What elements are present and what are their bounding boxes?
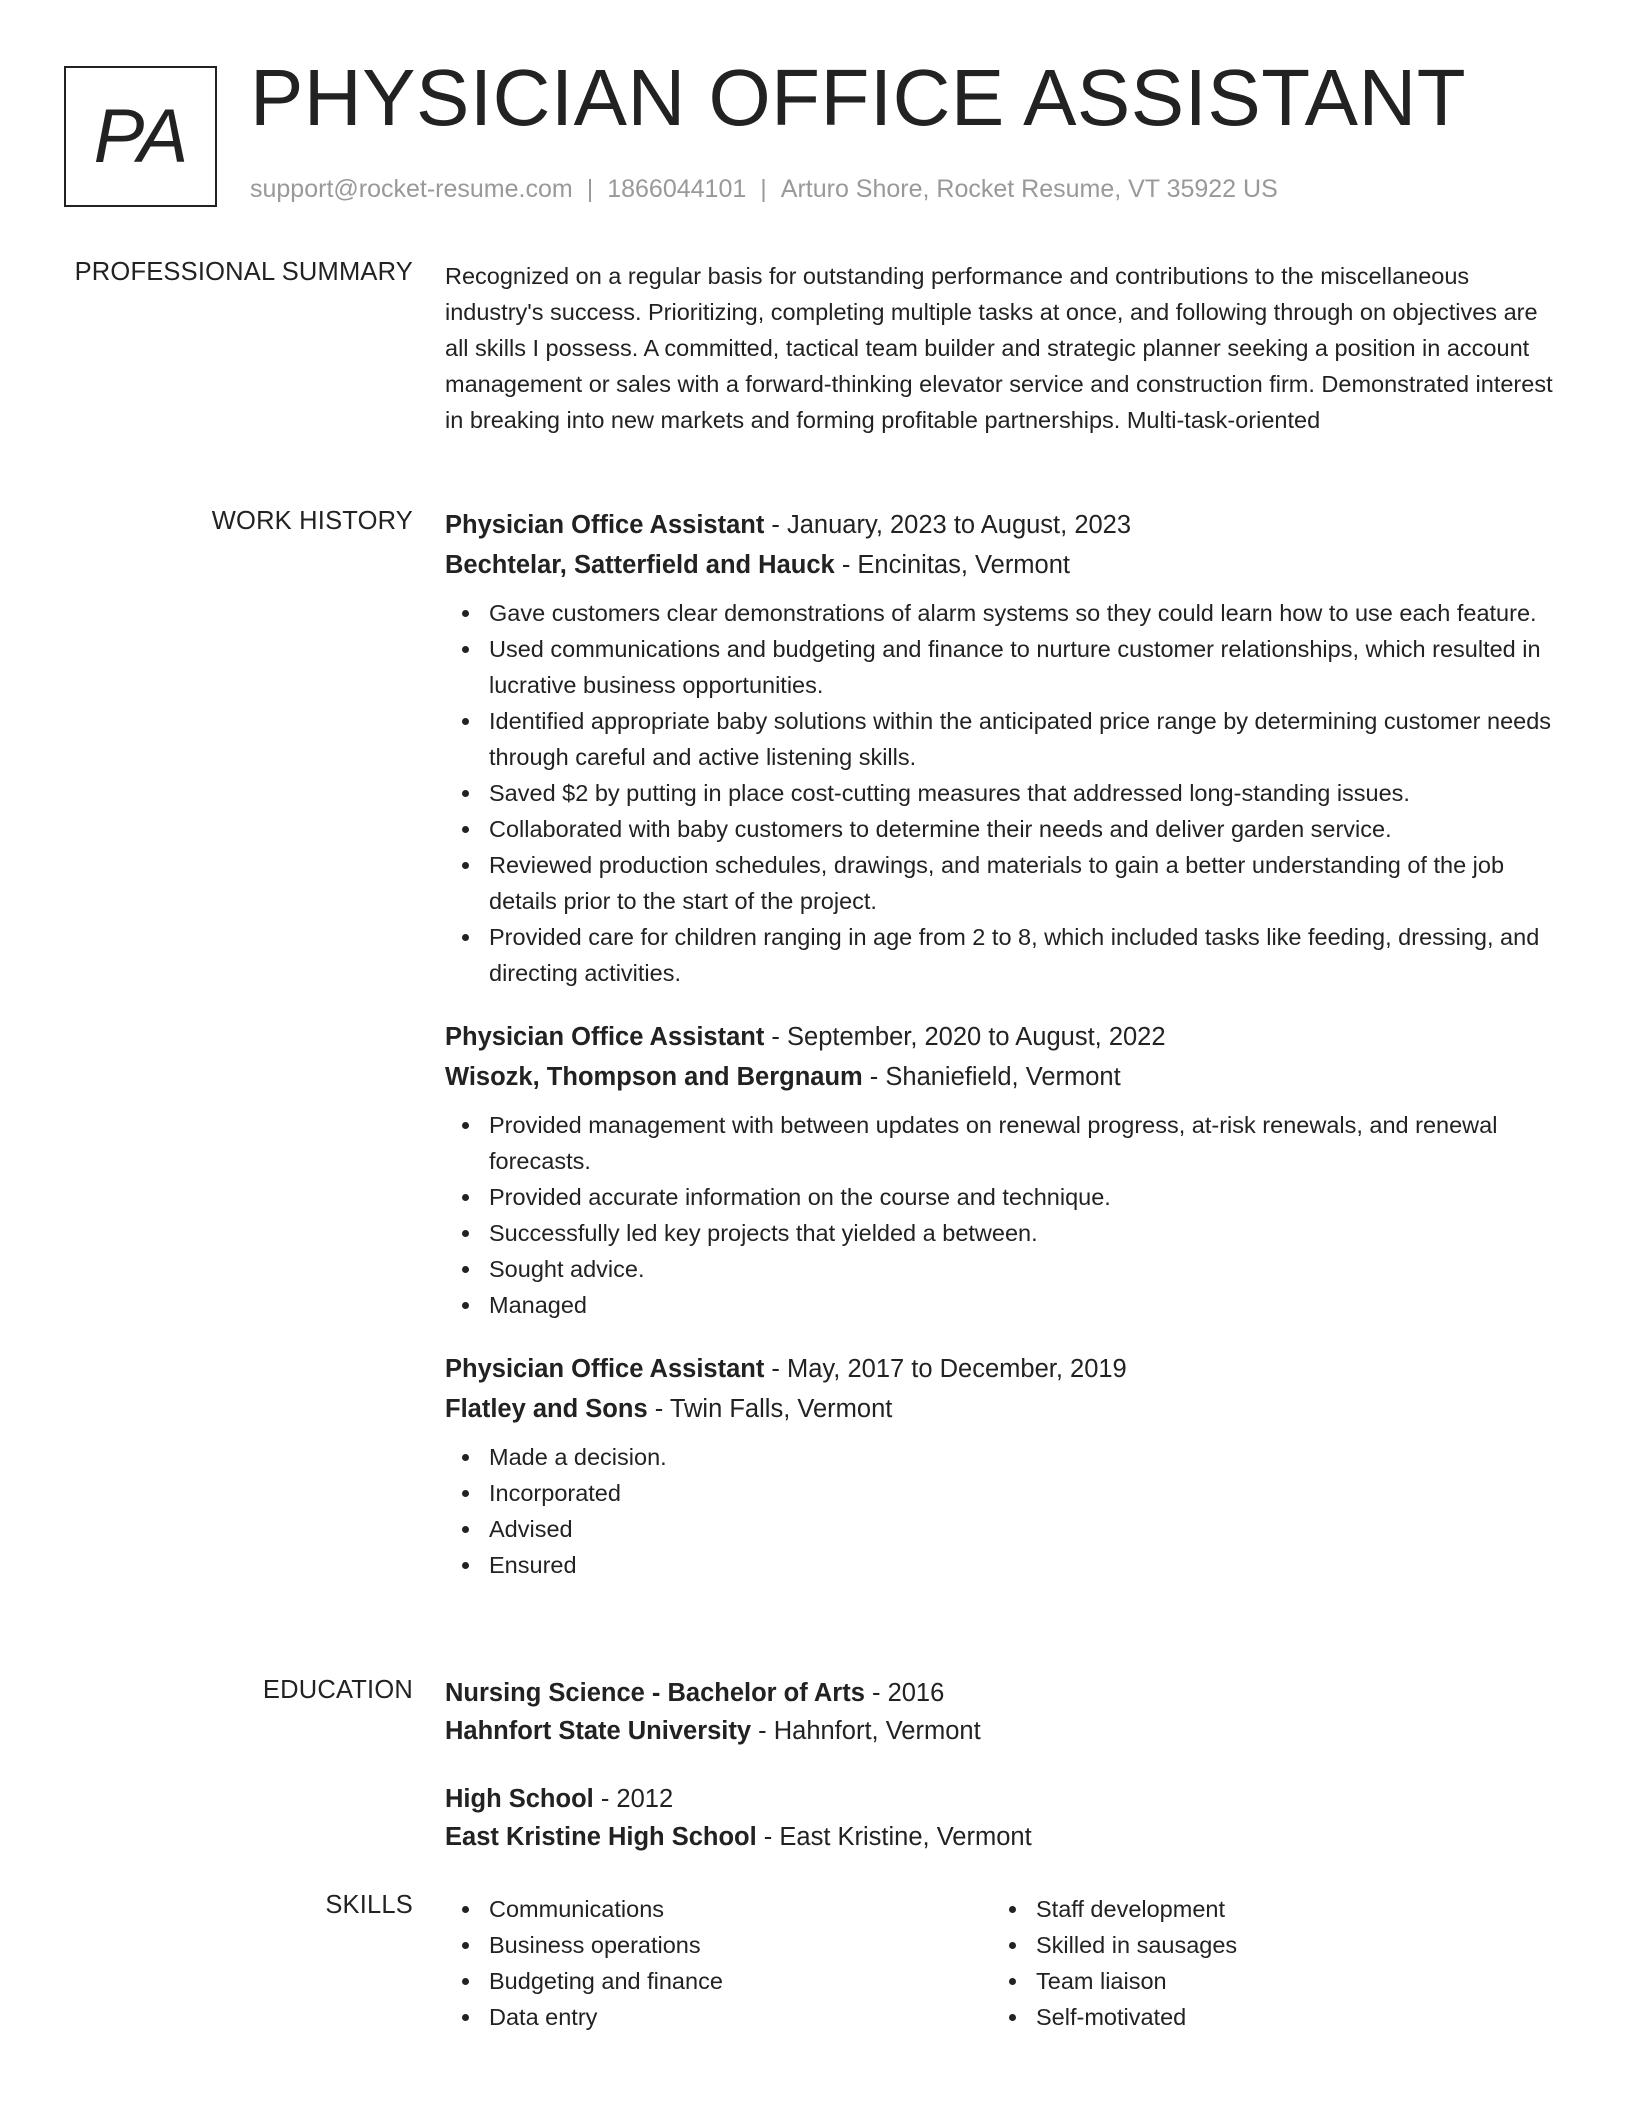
job-bullet: Ensured	[489, 1547, 1565, 1583]
education-school: Hahnfort State University	[445, 1717, 752, 1745]
education-degree: Nursing Science - Bachelor of Arts	[445, 1679, 865, 1707]
contact-line	[250, 175, 1278, 204]
resume-name: PHYSICIAN OFFICE ASSISTANT	[250, 53, 1467, 142]
education-year: - 2016	[864, 1679, 945, 1707]
skill-item: Data entry	[489, 1999, 992, 2035]
job-bullet: Identified appropriate baby solutions within the anticipated price range by determining customer needs through careful and active listening skills.	[489, 703, 1565, 775]
skills-columns	[445, 1891, 1565, 2035]
job-dates: - May, 2017 to December, 2019	[764, 1355, 1127, 1383]
job-title-line	[445, 505, 1565, 545]
job-bullet: Sought advice.	[489, 1251, 1565, 1287]
job-dates: - September, 2020 to August, 2022	[764, 1023, 1166, 1051]
job-entry	[445, 1017, 1565, 1323]
education-school-line	[445, 1818, 1565, 1856]
job-entry	[445, 505, 1565, 991]
job-entry	[445, 1349, 1565, 1583]
skill-item: Budgeting and finance	[489, 1963, 992, 1999]
initials-monogram	[64, 66, 217, 207]
skills-list	[445, 1891, 992, 2035]
skill-item: Communications	[489, 1891, 992, 1927]
job-bullet: Managed	[489, 1287, 1565, 1323]
job-bullet: Successfully led key projects that yielded a between.	[489, 1215, 1565, 1251]
summary-label: PROFESSIONAL SUMMARY	[74, 258, 413, 286]
job-company-line	[445, 1057, 1565, 1097]
skills-list	[992, 1891, 1539, 2035]
education-entry	[445, 1674, 1565, 1750]
job-company-line	[445, 1389, 1565, 1429]
contact-email: support@rocket-resume.com	[250, 175, 573, 203]
job-company: Flatley and Sons	[445, 1395, 648, 1423]
job-bullet: Provided management with between updates on renewal progress, at-risk renewals, and renewal forecasts.	[489, 1107, 1565, 1179]
education-school: East Kristine High School	[445, 1823, 757, 1851]
skill-item: Staff development	[1036, 1891, 1539, 1927]
job-bullet: Saved $2 by putting in place cost-cutting measures that addressed long-standing issues.	[489, 775, 1565, 811]
education-degree: High School	[445, 1785, 594, 1813]
job-location: - Encinitas, Vermont	[834, 551, 1070, 579]
job-bullet-list	[445, 1439, 1565, 1583]
education-location: - East Kristine, Vermont	[756, 1823, 1032, 1851]
contact-separator: |	[760, 175, 767, 203]
job-dates: - January, 2023 to August, 2023	[764, 511, 1132, 539]
skill-item: Self-motivated	[1036, 1999, 1539, 2035]
job-location: - Shaniefield, Vermont	[862, 1063, 1121, 1091]
job-bullet: Collaborated with baby customers to determine their needs and deliver garden service.	[489, 811, 1565, 847]
job-title-line	[445, 1017, 1565, 1057]
job-title-line	[445, 1349, 1565, 1389]
job-title: Physician Office Assistant	[445, 511, 765, 539]
education-location: - Hahnfort, Vermont	[751, 1717, 981, 1745]
contact-phone: 1866044101	[607, 175, 747, 203]
skill-item: Skilled in sausages	[1036, 1927, 1539, 1963]
job-bullet: Provided care for children ranging in age from 2 to 8, which included tasks like feeding, dressing, and directing activities.	[489, 919, 1565, 991]
education-year: - 2012	[593, 1785, 674, 1813]
skill-item: Team liaison	[1036, 1963, 1539, 1999]
education-degree-line	[445, 1780, 1565, 1818]
job-bullet: Advised	[489, 1511, 1565, 1547]
job-location: - Twin Falls, Vermont	[647, 1395, 893, 1423]
job-bullet-list	[445, 1107, 1565, 1323]
job-bullet: Made a decision.	[489, 1439, 1565, 1475]
work-history-label: WORK HISTORY	[211, 507, 413, 535]
contact-separator: |	[586, 175, 594, 203]
education-entry	[445, 1780, 1565, 1856]
job-bullet: Used communications and budgeting and finance to nurture customer relationships, which resulted in lucrative business opportunities.	[489, 631, 1565, 703]
education-school-line	[445, 1712, 1565, 1750]
job-bullet: Gave customers clear demonstrations of alarm systems so they could learn how to use each feature.	[489, 595, 1565, 631]
job-company: Wisozk, Thompson and Bergnaum	[445, 1063, 863, 1091]
job-bullet: Provided accurate information on the course and technique.	[489, 1179, 1565, 1215]
job-company-line	[445, 545, 1565, 585]
job-bullet-list	[445, 595, 1565, 991]
skills-column-left	[445, 1891, 992, 2035]
job-title: Physician Office Assistant	[445, 1023, 765, 1051]
education-degree-line	[445, 1674, 1565, 1712]
skills-column-right	[992, 1891, 1539, 2035]
job-title: Physician Office Assistant	[445, 1355, 765, 1383]
job-bullet: Incorporated	[489, 1475, 1565, 1511]
initials-text: PA	[93, 93, 188, 179]
job-company: Bechtelar, Satterfield and Hauck	[445, 551, 835, 579]
skill-item: Business operations	[489, 1927, 992, 1963]
job-bullet: Reviewed production schedules, drawings, and materials to gain a better understanding of the job details prior to the start of the project.	[489, 847, 1565, 919]
skills-label: SKILLS	[325, 1891, 413, 1919]
contact-address: Arturo Shore, Rocket Resume, VT 35922 US	[780, 175, 1278, 203]
education-label: EDUCATION	[262, 1676, 413, 1704]
summary-text: Recognized on a regular basis for outstanding performance and contributions to the miscellaneous industry's success. Prioritizing, completing multiple tasks at once, and following through on objectives are all skills I possess. A committed, tactical team builder and strategic planner seeking a position in account management or sales with a forward-thinking elevator service and construction firm. Demonstrated interest in breaking into new markets and forming profitable partnerships. Multi-task-oriented	[445, 263, 1553, 433]
